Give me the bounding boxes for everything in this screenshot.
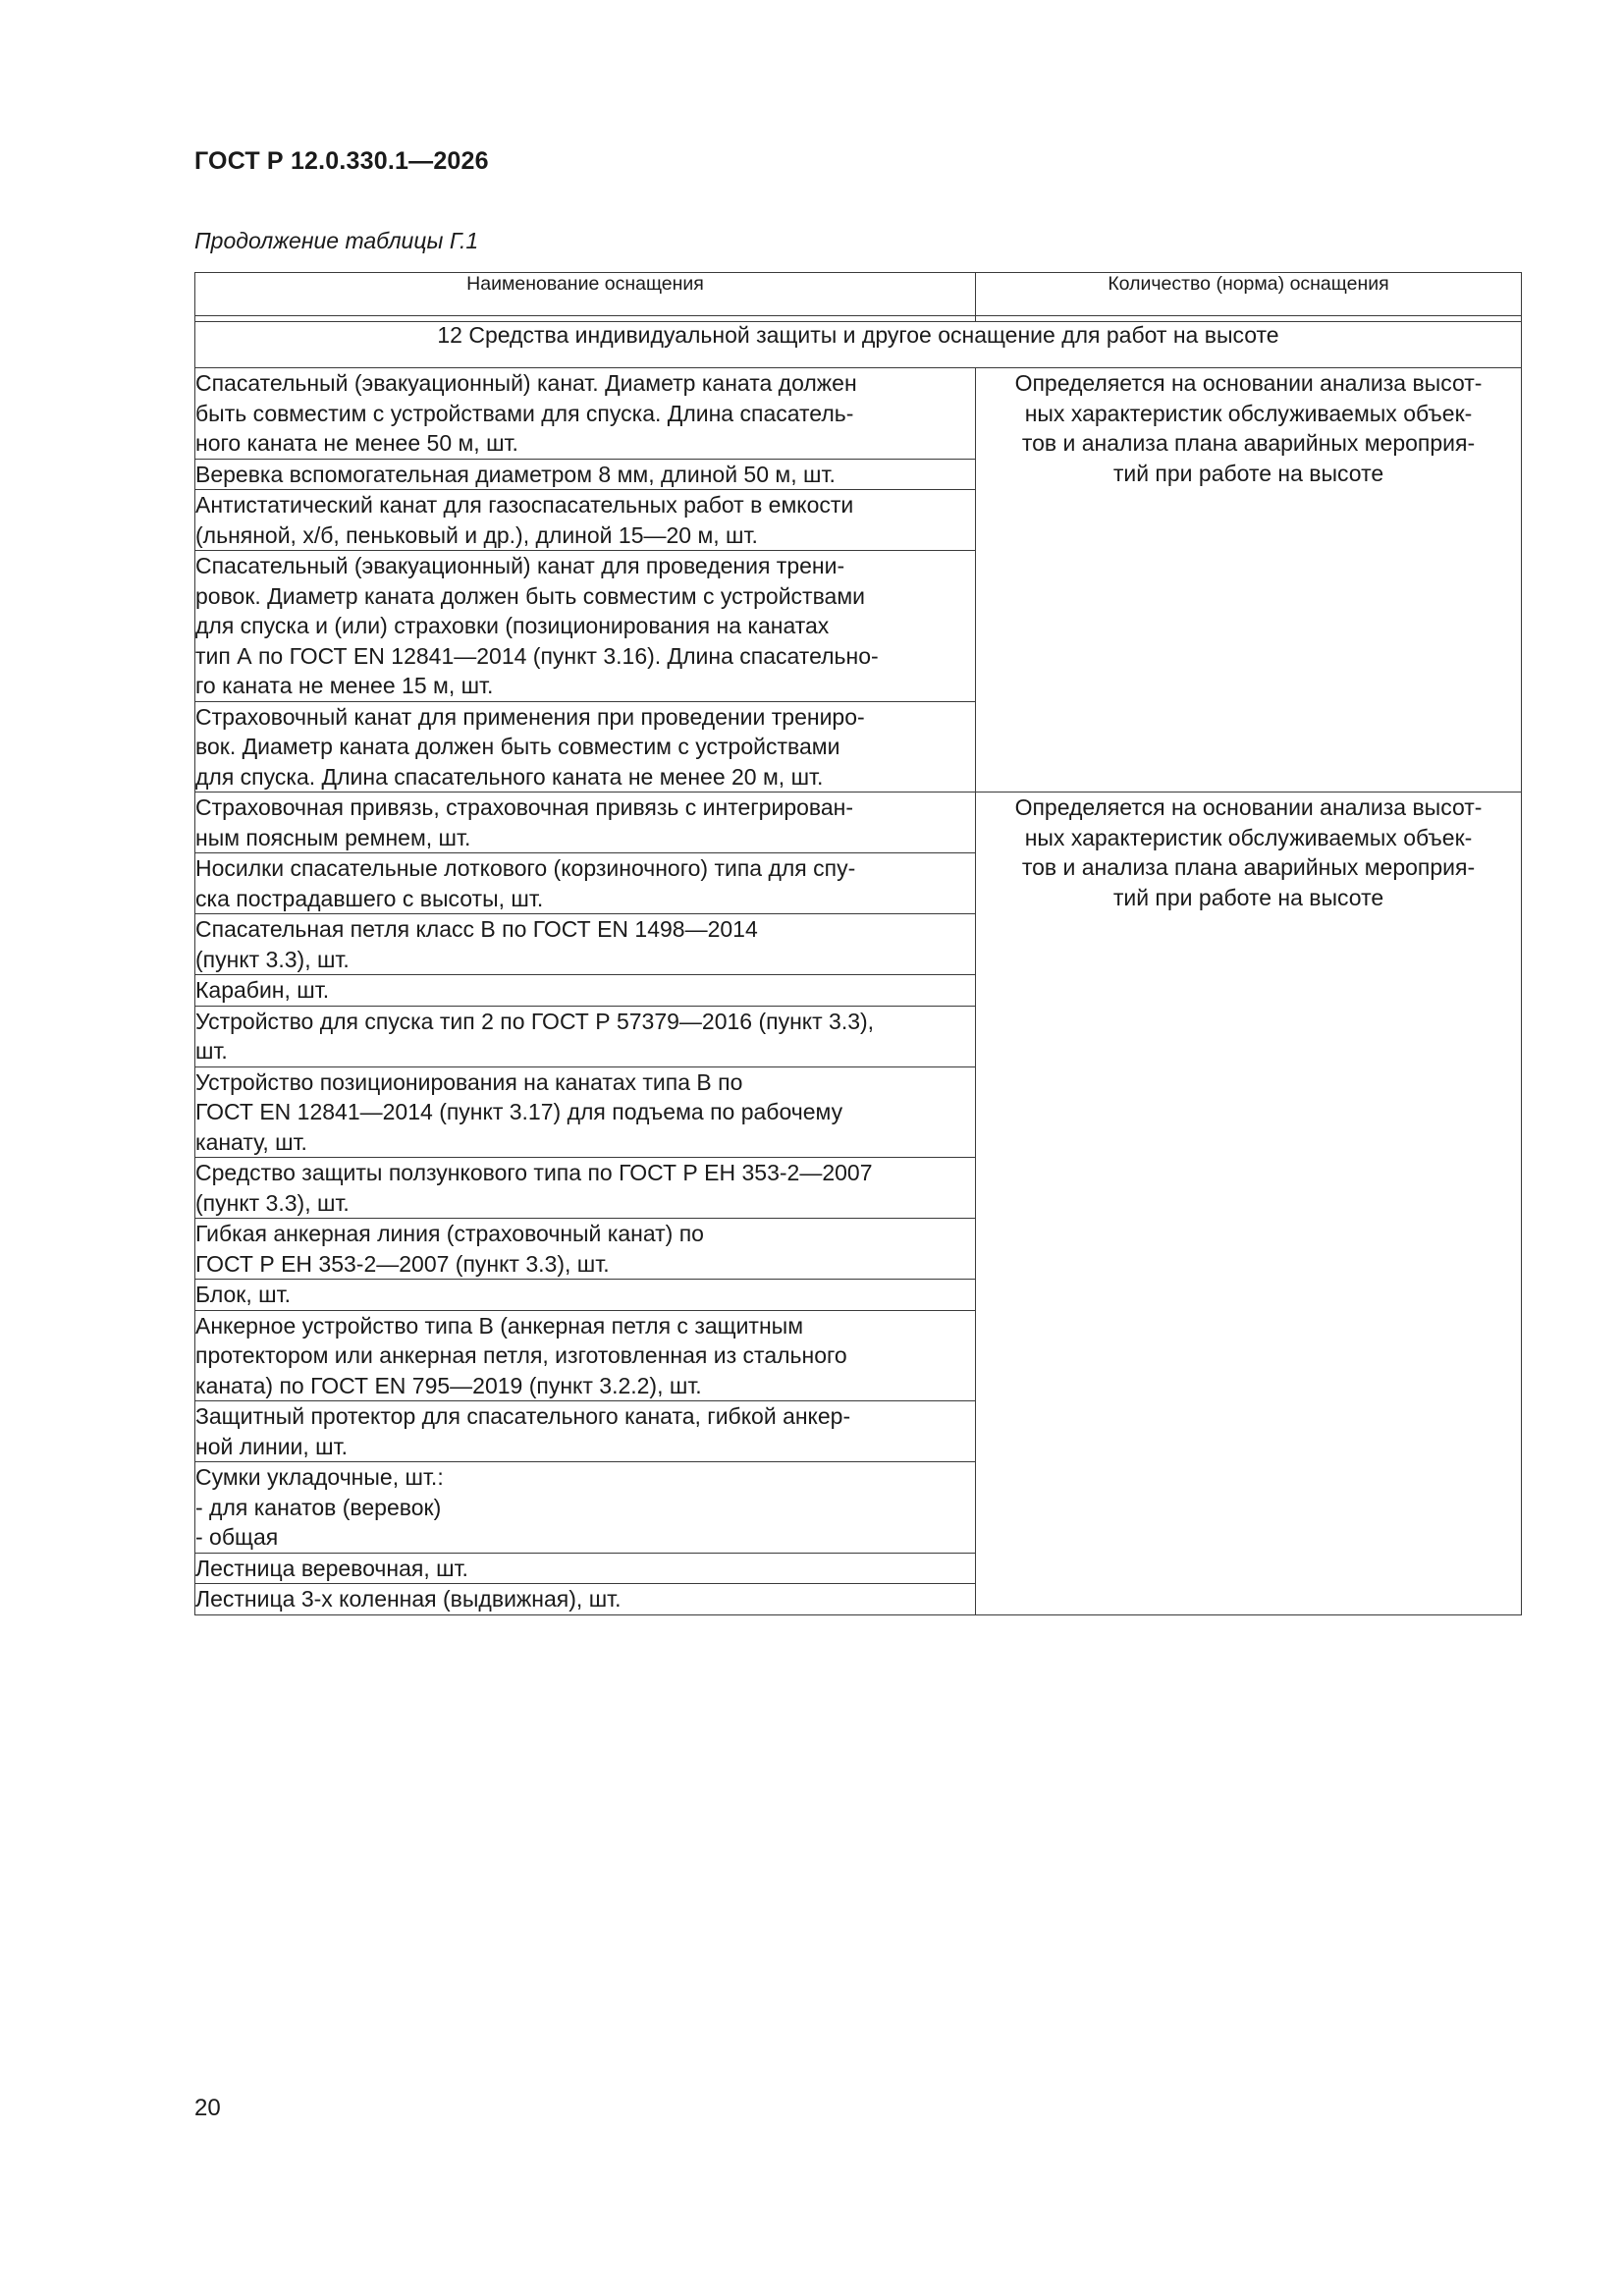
- table-caption: Продолжение таблицы Г.1: [194, 228, 479, 253]
- table-row: [195, 793, 1522, 853]
- item-name: Антистатический канат для газоспасательных работ в емкости (льняной, х/б, пеньковый и др.), длиной 15—20 м, шт.: [195, 490, 976, 551]
- item-name: Средство защиты ползункового типа по ГОСТ Р ЕН 353-2—2007 (пункт 3.3), шт.: [195, 1158, 976, 1219]
- item-name: Карабин, шт.: [195, 975, 976, 1007]
- item-name: Спасательный (эвакуационный) канат для проведения трени- ровок. Диаметр каната должен быть совместим с устройствами для спуска и (или) страховки (позиционирования на канатах тип А по ГОСТ EN 12841—2014 (пункт 3.16). Длина спасательно- го каната не менее 15 м, шт.: [195, 551, 976, 702]
- section-title: 12 Средства индивидуальной защиты и другое оснащение для работ на высоте: [195, 322, 1522, 368]
- item-name: Устройство для спуска тип 2 по ГОСТ Р 57379—2016 (пункт 3.3), шт.: [195, 1006, 976, 1066]
- item-name: Блок, шт.: [195, 1280, 976, 1311]
- table-header-row: [195, 273, 1522, 316]
- item-name: Носилки спасательные лоткового (корзиночного) типа для спу- ска пострадавшего с высоты, шт.: [195, 853, 976, 914]
- equipment-table: [194, 272, 1522, 1615]
- column-header-quantity: Количество (норма) оснащения: [976, 273, 1522, 316]
- item-name: Лестница веревочная, шт.: [195, 1553, 976, 1584]
- item-name: Спасательный (эвакуационный) канат. Диаметр каната должен быть совместим с устройствами для спуска. Длина спасатель- ного каната не менее 50 м, шт.: [195, 368, 976, 460]
- item-name: Гибкая анкерная линия (страховочный канат) по ГОСТ Р ЕН 353-2—2007 (пункт 3.3), шт.: [195, 1219, 976, 1280]
- item-name: Анкерное устройство типа В (анкерная петля с защитным протектором или анкерная петля, изготовленная из стального каната) по ГОСТ EN 795—2019 (пункт 3.2.2), шт.: [195, 1310, 976, 1401]
- item-name: Веревка вспомогательная диаметром 8 мм, длиной 50 м, шт.: [195, 459, 976, 490]
- section-row: [195, 322, 1522, 368]
- item-name: Сумки укладочные, шт.: - для канатов (веревок) - общая: [195, 1462, 976, 1554]
- item-name: Защитный протектор для спасательного каната, гибкой анкер- ной линии, шт.: [195, 1401, 976, 1462]
- item-name: Спасательная петля класс В по ГОСТ EN 1498—2014 (пункт 3.3), шт.: [195, 914, 976, 975]
- item-name: Страховочная привязь, страховочная привязь с интегрирован- ным поясным ремнем, шт.: [195, 793, 976, 853]
- item-name: Страховочный канат для применения при проведении трениро- вок. Диаметр каната должен быть совместим с устройствами для спуска. Длина спасательного каната не менее 20 м, шт.: [195, 701, 976, 793]
- item-name: Устройство позиционирования на канатах типа В по ГОСТ EN 12841—2014 (пункт 3.17) для подъема по рабочему канату, шт.: [195, 1066, 976, 1158]
- quantity-cell-group-1: Определяется на основании анализа высот- ных характеристик обслуживаемых объек- тов и анализа плана аварийных мероприя- тий при работе на высоте: [976, 368, 1522, 793]
- page-number: 20: [194, 2095, 221, 2121]
- table-row: [195, 368, 1522, 460]
- column-header-name: Наименование оснащения: [195, 273, 976, 316]
- item-name: Лестница 3-х коленная (выдвижная), шт.: [195, 1584, 976, 1615]
- quantity-cell-group-2: Определяется на основании анализа высот- ных характеристик обслуживаемых объек- тов и анализа плана аварийных мероприя- тий при работе на высоте: [976, 793, 1522, 1615]
- document-code-header: ГОСТ Р 12.0.330.1—2026: [194, 147, 489, 175]
